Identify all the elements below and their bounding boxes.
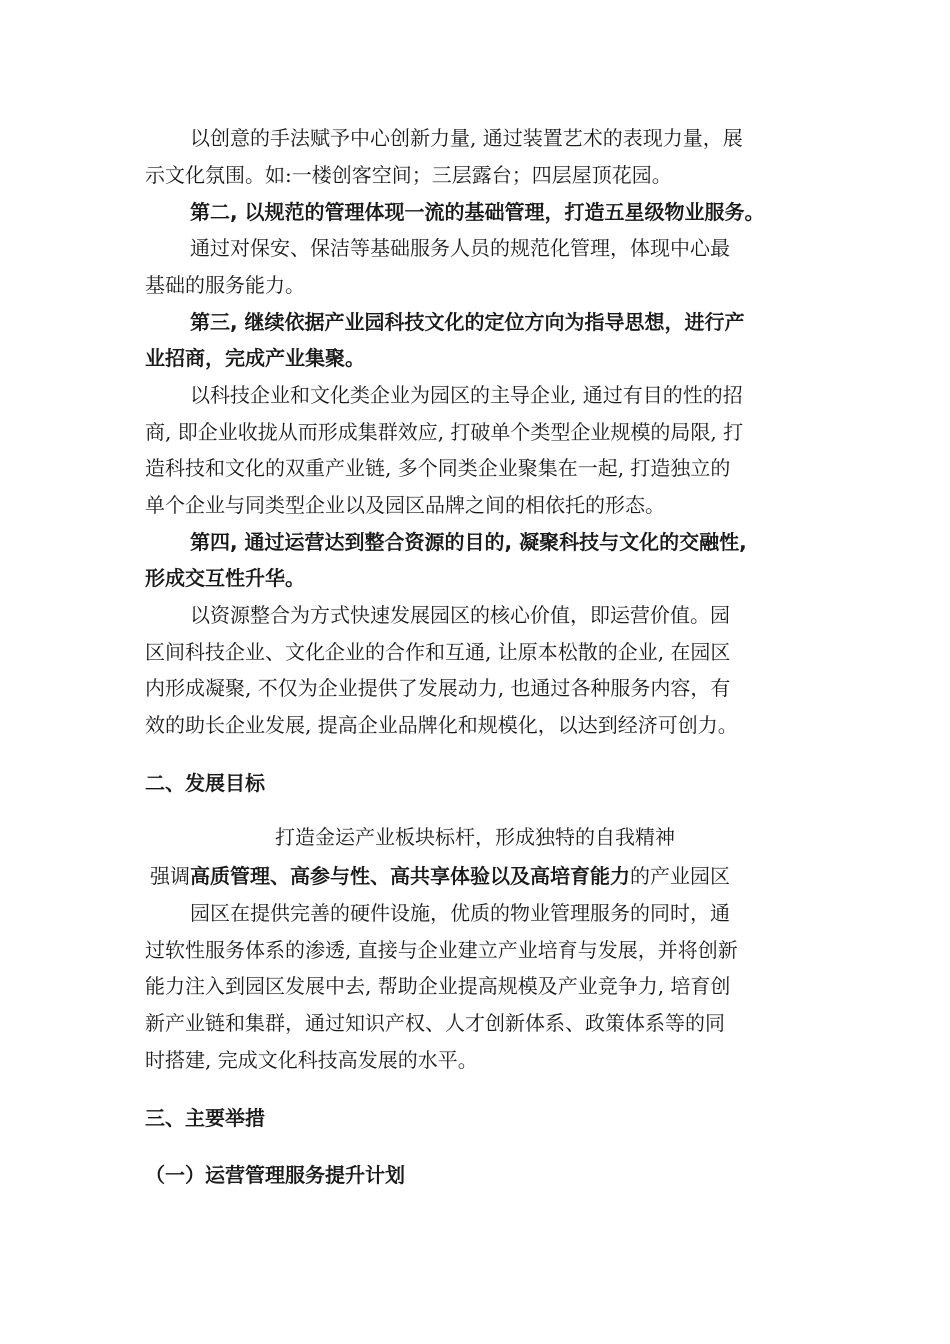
point3-heading-line2: 业招商，完成产业集聚。 xyxy=(145,346,365,370)
section2-line3: 能力注入到园区发展中去, 帮助企业提高规模及产业竞争力, 培育创 xyxy=(145,974,731,998)
point2-heading: 第二, 以规范的管理体现一流的基础管理，打造五星级物业服务。 xyxy=(190,200,765,224)
para1-line1: 以创意的手法赋予中心创新力量, 通过装置艺术的表现力量，展 xyxy=(190,126,743,150)
point4-line3: 内形成凝聚, 不仅为企业提供了发展动力, 也通过各种服务内容，有 xyxy=(145,676,731,700)
point4-line2: 区间科技企业、文化企业的合作和互通, 让原本松散的企业, 在园区 xyxy=(145,640,731,664)
point3-heading-line1: 第三, 继续依据产业园科技文化的定位方向为指导思想，进行产 xyxy=(190,310,745,334)
point4-heading-line1: 第四, 通过运营达到整合资源的目的, 凝聚科技与文化的交融性, xyxy=(190,530,747,554)
point2-line1: 通过对保安、保洁等基础服务人员的规范化管理，体现中心最 xyxy=(190,236,730,260)
section2-center-line2 xyxy=(150,864,730,888)
point3-line3: 造科技和文化的双重产业链, 多个同类企业聚集在一起, 打造独立的 xyxy=(145,456,731,480)
center2-emphasis: 高质管理、高参与性、高共享体验以及高培育能力 xyxy=(190,864,630,888)
section2-line1: 园区在提供完善的硬件设施，优质的物业管理服务的同时，通 xyxy=(190,901,730,925)
section3-title: 三、主要举措 xyxy=(145,1106,265,1130)
point4-line1: 以资源整合为方式快速发展园区的核心价值，即运营价值。园 xyxy=(190,603,730,627)
point4-heading-line2: 形成交互性升华。 xyxy=(145,566,305,590)
section2-line5: 时搭建, 完成文化科技高发展的水平。 xyxy=(145,1048,478,1072)
point3-line2: 商, 即企业收拢从而形成集群效应, 打破单个类型企业规模的局限, 打 xyxy=(145,420,744,444)
section2-center-line1: 打造金运产业板块标杆，形成独特的自我精神 xyxy=(275,825,675,849)
point4-line4: 效的助长企业发展, 提高企业品牌化和规模化，以达到经济可创力。 xyxy=(145,713,738,737)
section2-line4: 新产业链和集群，通过知识产权、人才创新体系、政策体系等的同 xyxy=(145,1011,725,1035)
section2-title: 二、发展目标 xyxy=(145,771,265,795)
center2-prefix: 强调 xyxy=(150,864,190,888)
para1-line2: 示文化氛围。如:一楼创客空间；三层露台；四层屋顶花园。 xyxy=(145,163,672,187)
center2-suffix: 的产业园区 xyxy=(630,864,730,888)
point2-line2: 基础的服务能力。 xyxy=(145,273,305,297)
point3-line1: 以科技企业和文化类企业为园区的主导企业, 通过有目的性的招 xyxy=(190,383,743,407)
point3-line4: 单个企业与同类型企业以及园区品牌之间的相依托的形态。 xyxy=(145,493,665,517)
section3-subtitle: （一）运营管理服务提升计划 xyxy=(145,1163,405,1187)
section2-line2: 过软性服务体系的渗透, 直接与企业建立产业培育与发展，并将创新 xyxy=(145,938,738,962)
